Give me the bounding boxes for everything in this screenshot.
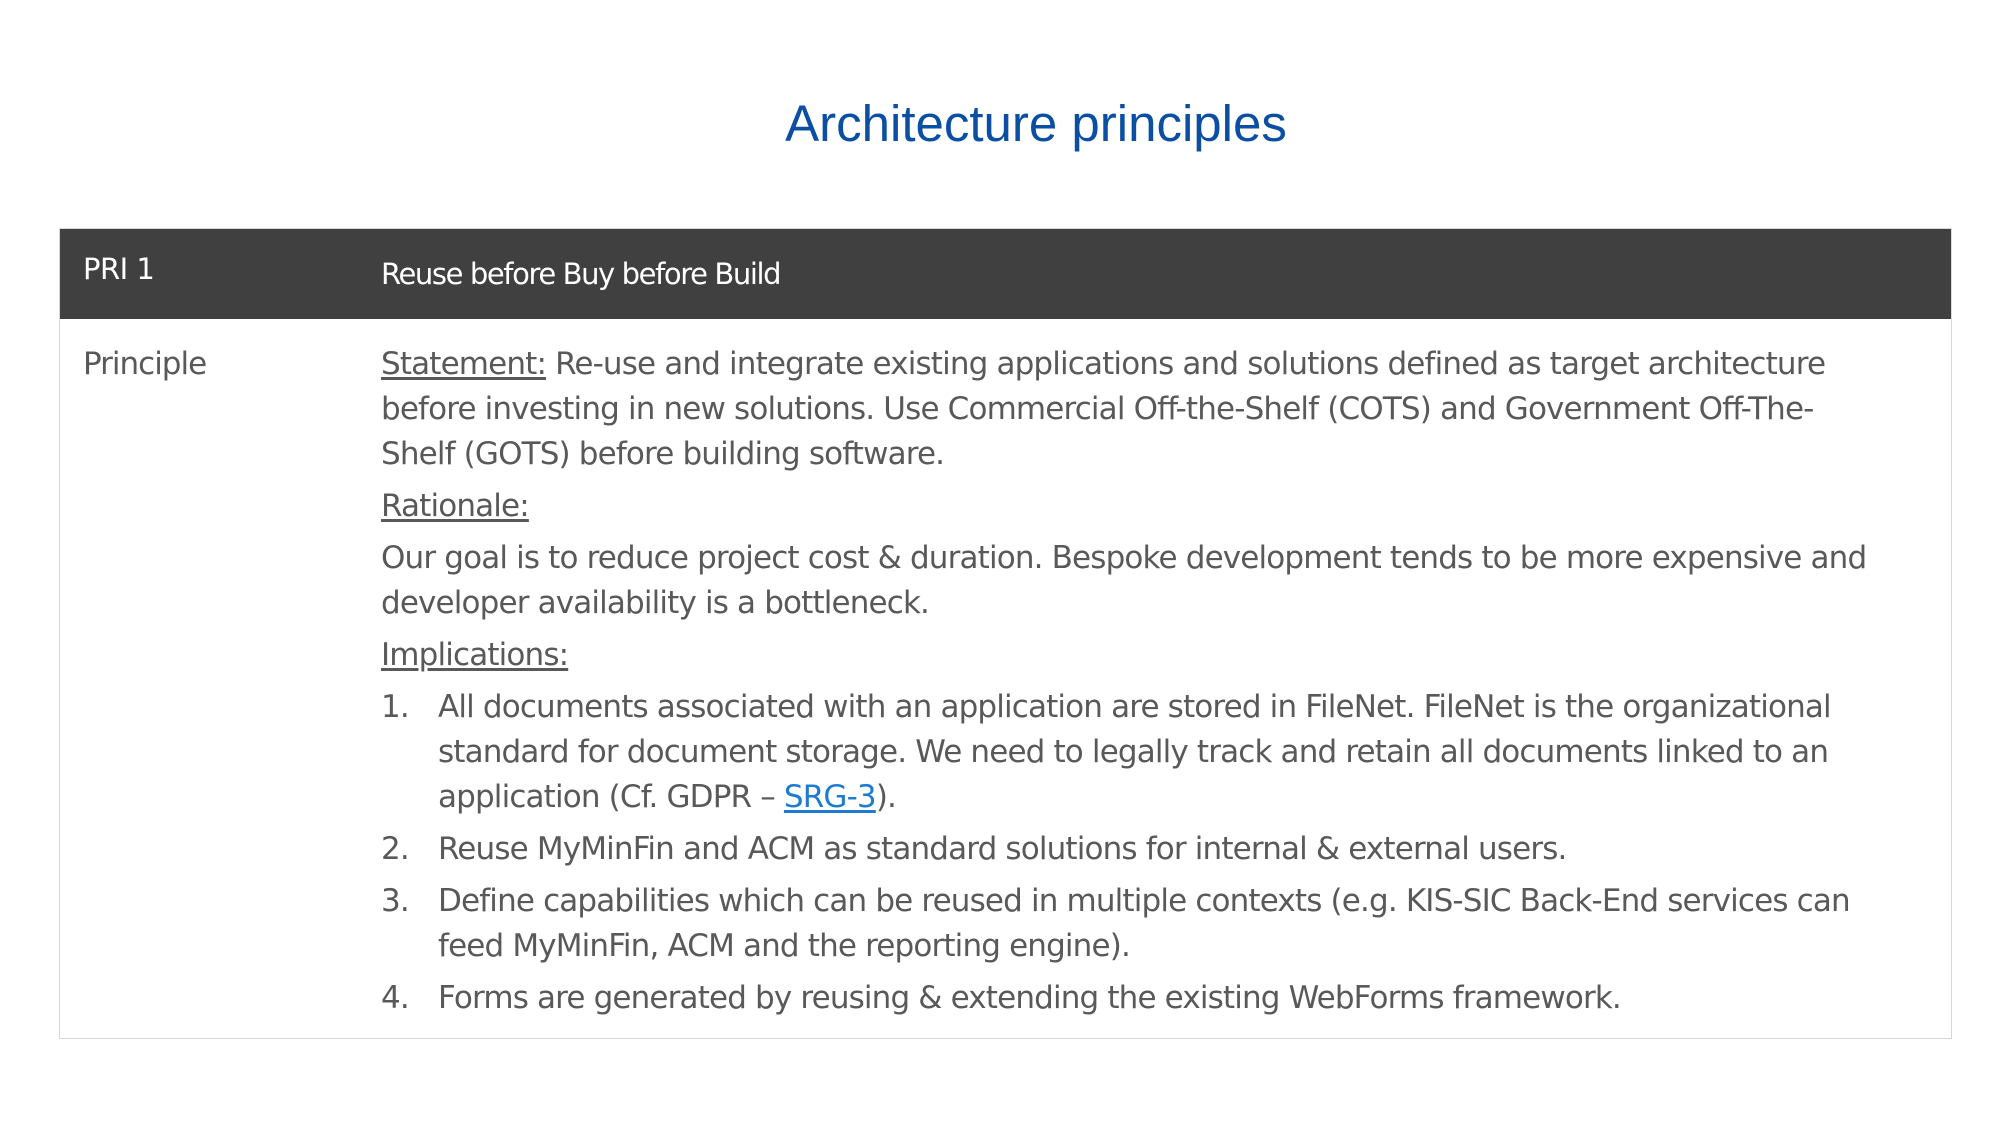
implication-1-prefix: application (Cf. GDPR – — [438, 779, 784, 815]
principle-id: PRI 1 — [83, 252, 155, 286]
implications-label-line — [381, 633, 1941, 678]
implication-4-line-1: Forms are generated by reusing & extending the existing WebForms framework. — [438, 980, 1621, 1016]
implication-1-line-2: standard for document storage. We need to legally track and retain all documents linked to an — [438, 734, 1829, 770]
statement-line-3: Shelf (GOTS) before building software. — [381, 436, 945, 472]
implication-number-3: 3. — [381, 883, 409, 919]
rationale-line-1: Our goal is to reduce project cost & duration. Bespoke development tends to be more expensive and — [381, 540, 1867, 576]
srg-3-link[interactable]: SRG-3 — [783, 779, 876, 815]
implication-item-4 — [381, 976, 1941, 1021]
statement-line-2: before investing in new solutions. Use Commercial Off-the-Shelf (COTS) and Government Off-The- — [381, 391, 1814, 427]
implication-3-line-2: feed MyMinFin, ACM and the reporting engine). — [438, 928, 1130, 964]
implication-number-1: 1. — [381, 689, 409, 725]
statement-line-1 — [381, 342, 1941, 387]
implication-1-suffix: ). — [875, 779, 897, 815]
implication-3-line-1: Define capabilities which can be reused in multiple contexts (e.g. KIS-SIC Back-End services can — [438, 883, 1850, 919]
table-header — [60, 229, 1951, 319]
principle-name: Reuse before Buy before Build — [381, 257, 781, 291]
row-label-principle: Principle — [83, 346, 207, 382]
implication-item-1 — [381, 685, 1941, 820]
implications-label: Implications: — [381, 637, 569, 673]
implication-item-3 — [381, 879, 1941, 969]
implication-2-line-1: Reuse MyMinFin and ACM as standard solutions for internal & external users. — [438, 831, 1567, 867]
implication-item-2 — [381, 827, 1941, 872]
rationale-label-line — [381, 484, 1941, 529]
implication-1-line-3 — [438, 775, 1941, 820]
rationale-label: Rationale: — [381, 488, 529, 524]
implication-number-2: 2. — [381, 831, 409, 867]
implication-number-4: 4. — [381, 980, 409, 1016]
slide-title: Architecture principles — [785, 95, 1287, 152]
statement-label: Statement: — [381, 346, 547, 382]
principle-content — [381, 342, 1941, 1021]
rationale-line-2: developer availability is a bottleneck. — [381, 585, 930, 621]
implication-1-line-1: All documents associated with an application are stored in FileNet. FileNet is the organizational — [438, 689, 1831, 725]
principle-table — [59, 228, 1952, 1039]
statement-text-1: Re-use and integrate existing applications and solutions defined as target architecture — [546, 346, 1826, 382]
